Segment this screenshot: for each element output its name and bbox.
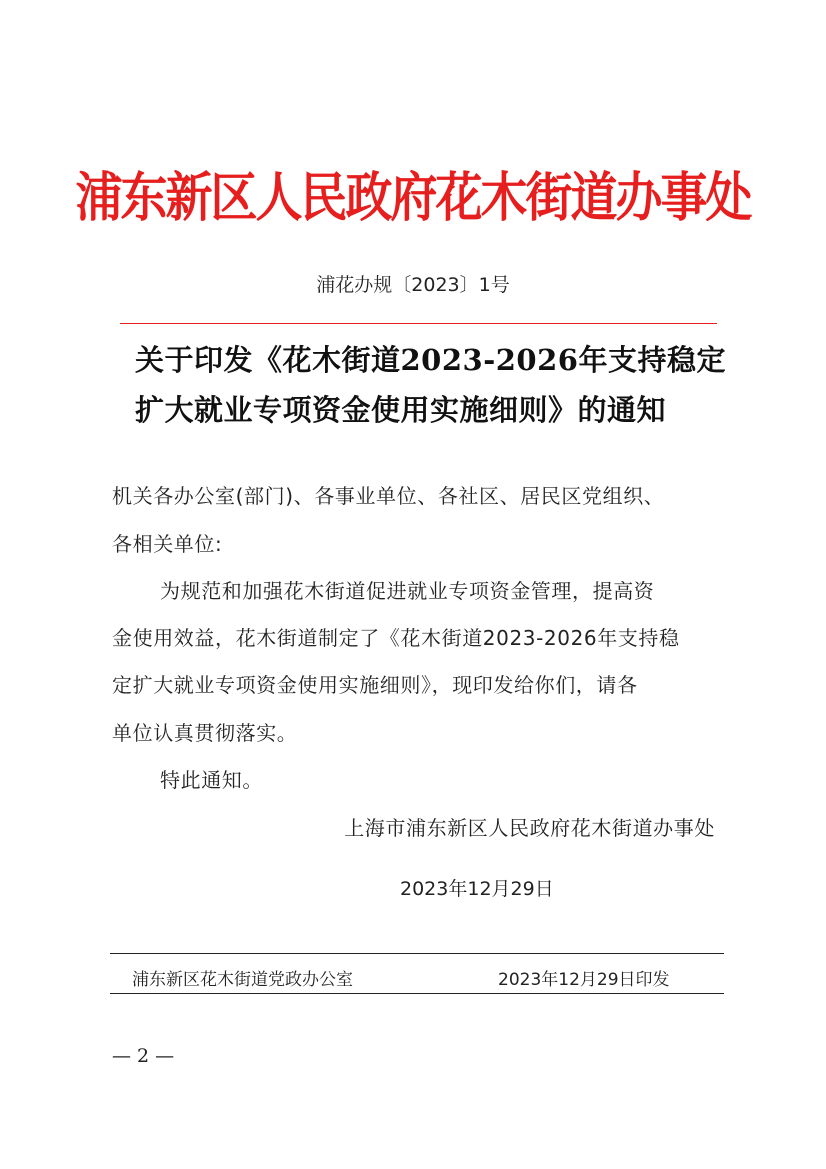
body-paragraph-line: 单位认真贯彻落实。: [112, 721, 298, 745]
body-paragraph-line: 定扩大就业专项资金使用实施细则》，现印发给你们，请各: [112, 673, 638, 697]
red-divider: [120, 323, 717, 324]
document-title-line-1: 关于印发《花木街道2023-2026年支持稳定: [135, 343, 726, 377]
addressee-line-2: 各相关单位:: [112, 532, 223, 556]
footer-print-date: 2023年12月29日印发: [498, 970, 670, 990]
issuer-header: 浦东新区人民政府花木街道办事处: [75, 167, 751, 229]
signature-date: 2023年12月29日: [400, 878, 554, 900]
footer-issuing-office: 浦东新区花木街道党政办公室: [132, 970, 353, 990]
document-number: 浦花办规〔2023〕1号: [316, 274, 510, 296]
addressee-line-1: 机关各办公室(部门)、各事业单位、各社区、居民区党组织、: [112, 484, 665, 508]
closing-notice: 特此通知。: [160, 768, 263, 792]
signature-organization: 上海市浦东新区人民政府花木街道办事处: [344, 816, 715, 840]
page-number: — 2 —: [112, 1045, 175, 1067]
footer-divider-top: [110, 953, 724, 954]
body-paragraph-line: 为规范和加强花木街道促进就业专项资金管理，提高资: [160, 579, 655, 603]
body-paragraph-line: 金使用效益，花木街道制定了《花木街道2023-2026年支持稳: [112, 626, 680, 650]
document-title-line-2: 扩大就业专项资金使用实施细则》的通知: [135, 393, 667, 427]
footer-divider-bottom: [110, 993, 724, 994]
